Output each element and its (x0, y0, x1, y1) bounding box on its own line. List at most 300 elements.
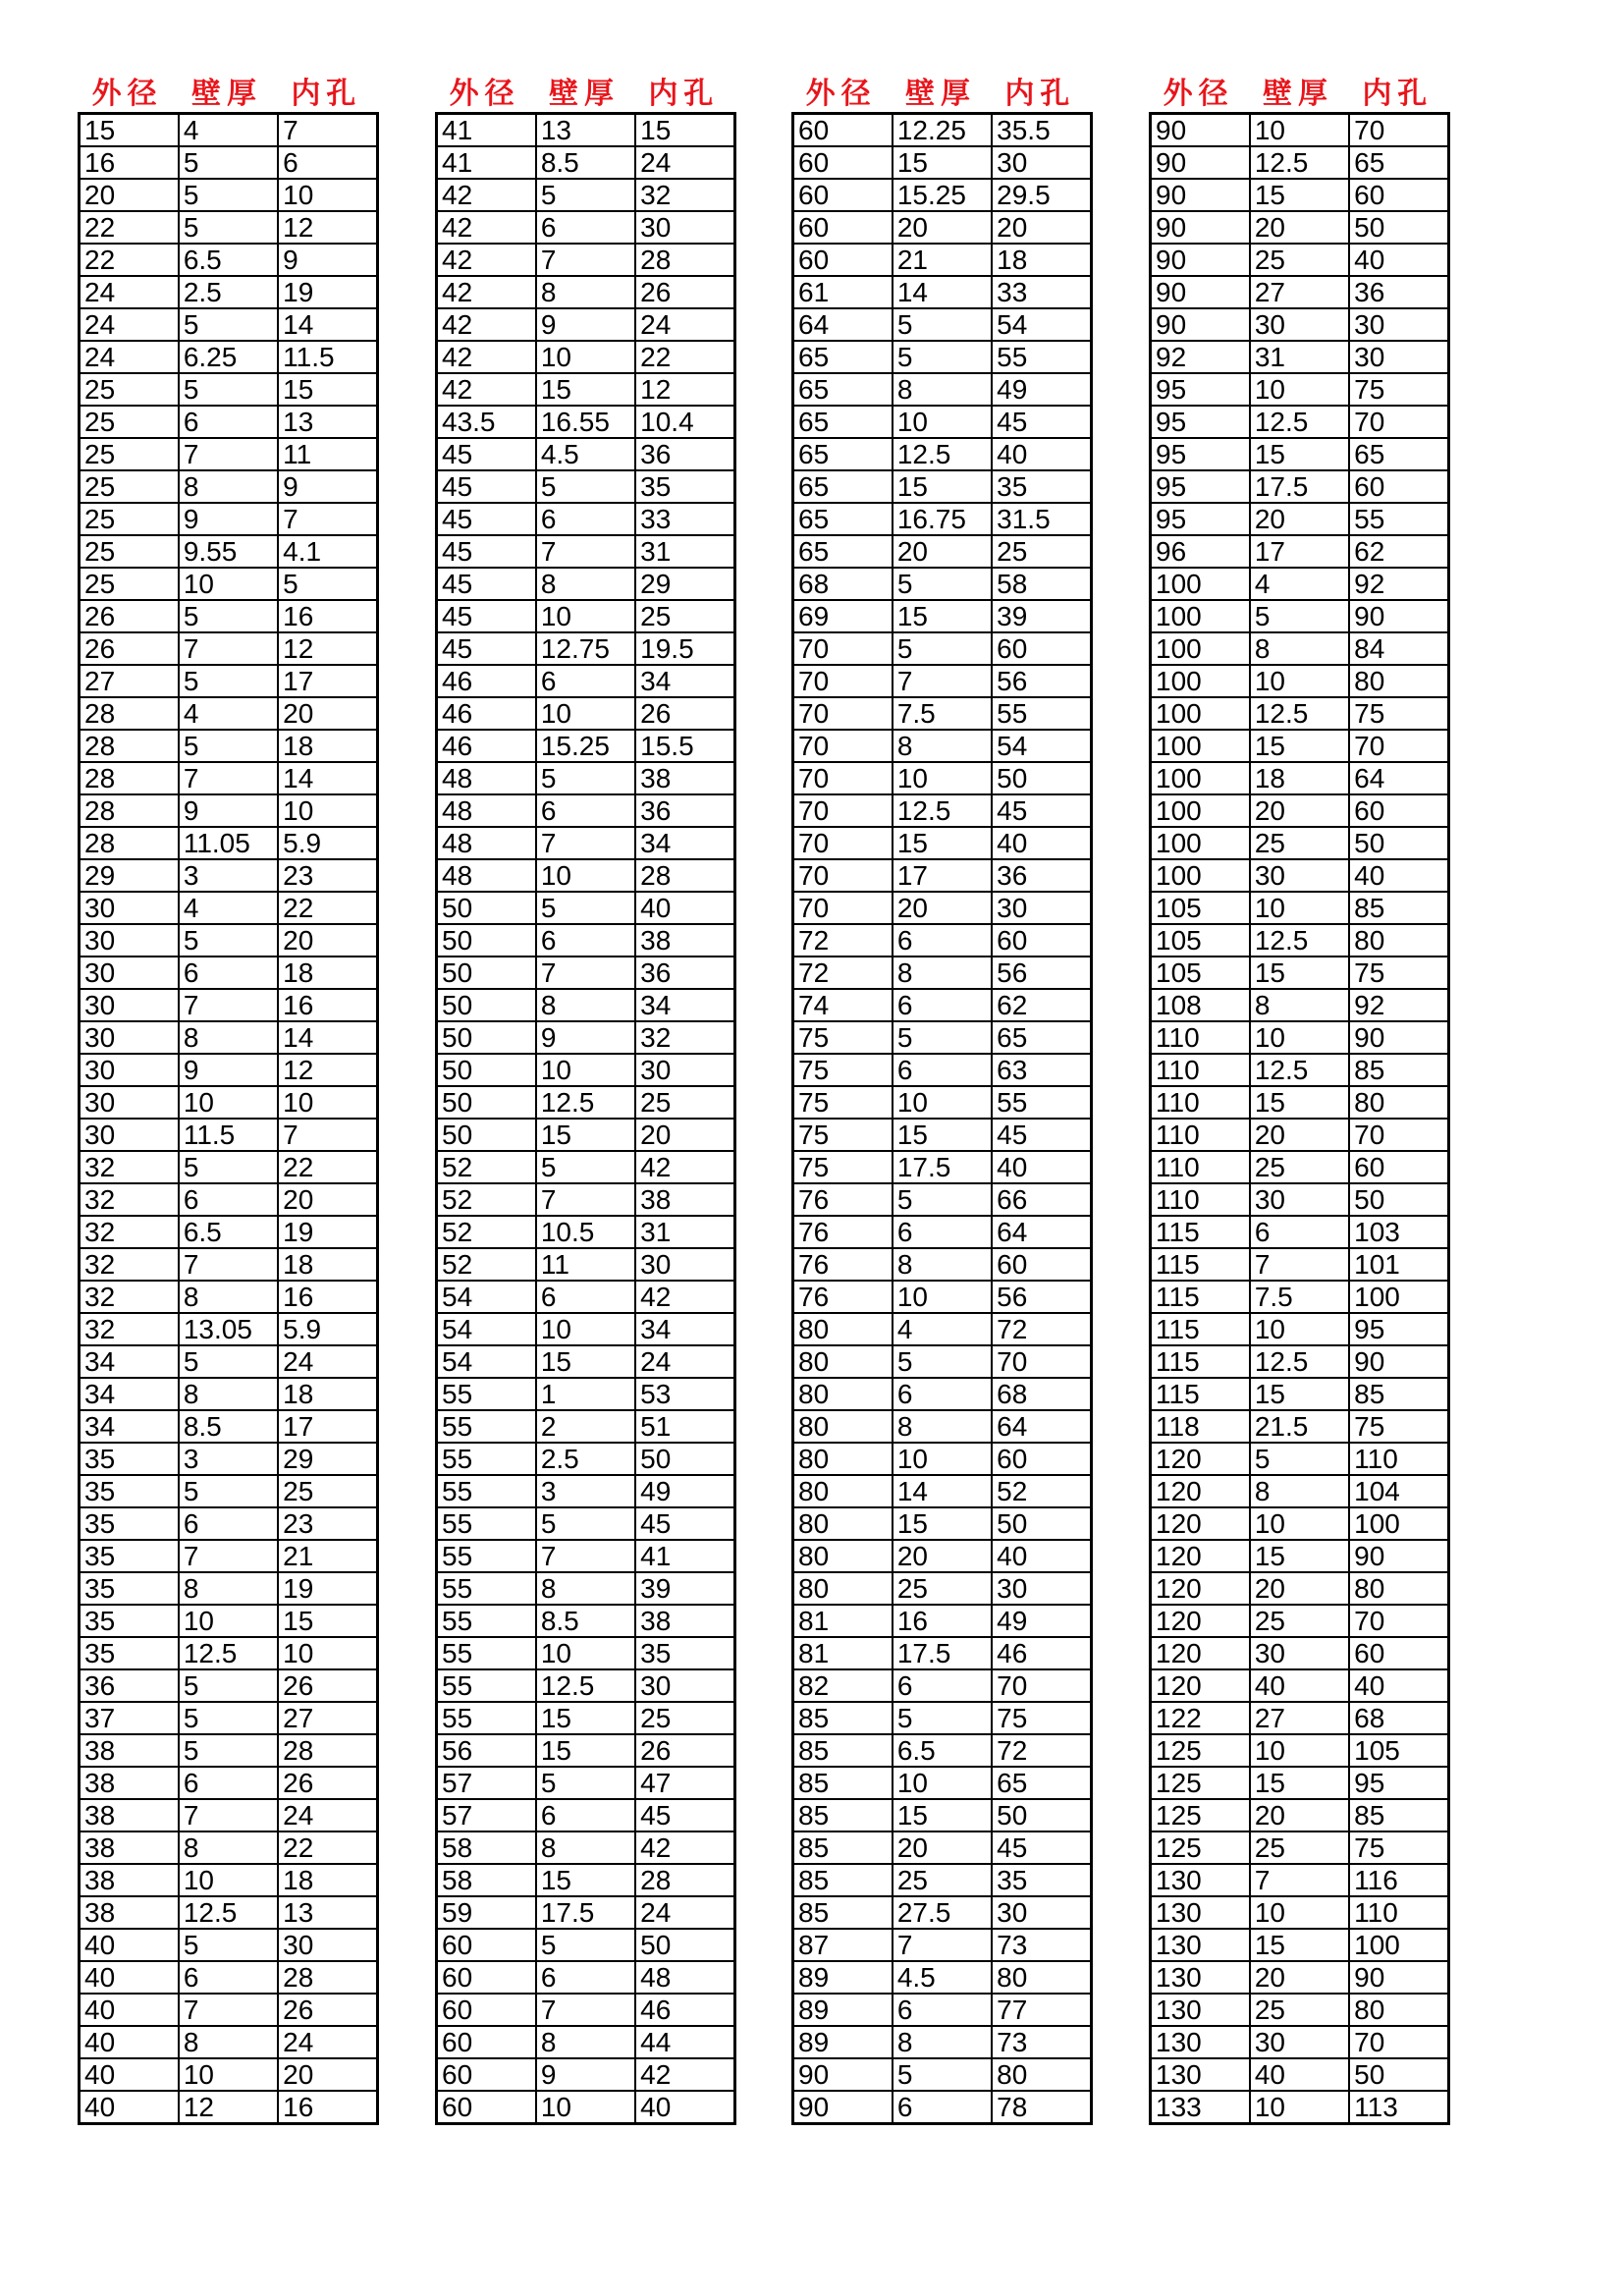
inner-hole-cell: 45 (635, 1507, 734, 1540)
wall-thickness-cell: 6.5 (893, 1734, 992, 1767)
wall-thickness-cell: 10 (536, 697, 635, 730)
inner-hole-cell: 26 (635, 1734, 734, 1767)
wall-thickness-cell: 6 (536, 211, 635, 244)
outer-diameter-cell: 89 (793, 2026, 893, 2058)
table-row (437, 1637, 735, 1669)
inner-hole-cell: 85 (1349, 1378, 1448, 1410)
inner-hole-cell: 18 (278, 1378, 377, 1410)
inner-hole-cell: 70 (1349, 114, 1448, 147)
table-row (437, 1443, 735, 1475)
outer-diameter-cell: 85 (793, 1864, 893, 1896)
outer-diameter-cell: 120 (1151, 1572, 1250, 1605)
outer-diameter-cell: 22 (80, 244, 179, 276)
inner-hole-cell: 32 (635, 1021, 734, 1054)
table-row (1151, 470, 1449, 503)
inner-hole-cell: 36 (1349, 276, 1448, 308)
outer-diameter-cell: 68 (793, 568, 893, 600)
table-header (435, 77, 733, 112)
table-block-3 (791, 77, 1090, 2125)
outer-diameter-cell: 55 (437, 1669, 536, 1702)
outer-diameter-cell: 25 (80, 438, 179, 470)
wall-thickness-cell: 15 (893, 1119, 992, 1151)
outer-diameter-cell: 120 (1151, 1507, 1250, 1540)
inner-hole-cell: 60 (992, 924, 1091, 957)
outer-diameter-cell: 120 (1151, 1637, 1250, 1669)
inner-hole-cell: 55 (992, 1086, 1091, 1119)
outer-diameter-cell: 30 (80, 892, 179, 924)
table-row (437, 632, 735, 665)
inner-hole-cell: 52 (992, 1475, 1091, 1507)
inner-hole-cell: 64 (992, 1216, 1091, 1248)
inner-hole-cell: 48 (635, 1961, 734, 1994)
wall-thickness-cell: 7 (893, 1929, 992, 1961)
outer-diameter-cell: 61 (793, 276, 893, 308)
wall-thickness-cell: 4 (1250, 568, 1349, 600)
inner-hole-cell: 36 (635, 438, 734, 470)
wall-thickness-cell: 25 (1250, 827, 1349, 859)
inner-hole-cell: 80 (1349, 924, 1448, 957)
outer-diameter-cell: 90 (1151, 211, 1250, 244)
table-row (793, 1151, 1092, 1183)
wall-thickness-cell: 5 (893, 308, 992, 341)
inner-hole-cell: 19 (278, 276, 377, 308)
table-row (793, 762, 1092, 794)
wall-thickness-cell: 30 (1250, 2026, 1349, 2058)
outer-diameter-cell: 75 (793, 1086, 893, 1119)
outer-diameter-cell: 48 (437, 859, 536, 892)
table-row (80, 1799, 378, 1831)
inner-hole-cell: 50 (1349, 2058, 1448, 2091)
outer-diameter-cell: 130 (1151, 2058, 1250, 2091)
inner-hole-cell: 90 (1349, 1345, 1448, 1378)
outer-diameter-cell: 25 (80, 503, 179, 535)
inner-hole-cell: 70 (992, 1669, 1091, 1702)
wall-thickness-cell: 4 (179, 892, 278, 924)
inner-hole-cell: 105 (1349, 1734, 1448, 1767)
outer-diameter-cell: 45 (437, 470, 536, 503)
inner-hole-cell: 49 (992, 373, 1091, 406)
outer-diameter-cell: 28 (80, 697, 179, 730)
outer-diameter-cell: 95 (1151, 503, 1250, 535)
outer-diameter-cell: 35 (80, 1443, 179, 1475)
wall-thickness-cell: 10 (536, 1313, 635, 1345)
outer-diameter-cell: 105 (1151, 957, 1250, 989)
wall-thickness-cell: 8 (536, 276, 635, 308)
table-row (80, 794, 378, 827)
wall-thickness-cell: 5 (536, 762, 635, 794)
table-row (437, 892, 735, 924)
outer-diameter-cell: 35 (80, 1605, 179, 1637)
inner-hole-cell: 29 (278, 1443, 377, 1475)
outer-diameter-cell: 60 (793, 146, 893, 179)
wall-thickness-cell: 9 (536, 2058, 635, 2091)
table-row (1151, 1507, 1449, 1540)
inner-hole-cell: 35 (992, 470, 1091, 503)
wall-thickness-cell: 6 (179, 1183, 278, 1216)
inner-hole-cell: 116 (1349, 1864, 1448, 1896)
table-row (793, 1605, 1092, 1637)
inner-hole-cell: 34 (635, 1313, 734, 1345)
wall-thickness-cell: 17.5 (536, 1896, 635, 1929)
wall-thickness-cell: 9.55 (179, 535, 278, 568)
inner-hole-cell: 56 (992, 665, 1091, 697)
wall-thickness-cell: 10 (179, 1605, 278, 1637)
table-row (437, 2091, 735, 2124)
inner-hole-cell: 65 (992, 1021, 1091, 1054)
table-row (793, 406, 1092, 438)
wall-thickness-cell: 10 (1250, 1896, 1349, 1929)
wall-thickness-cell: 9 (536, 1021, 635, 1054)
wall-thickness-cell: 5 (893, 632, 992, 665)
outer-diameter-cell: 90 (1151, 146, 1250, 179)
outer-diameter-cell: 85 (793, 1799, 893, 1831)
table-row (80, 1929, 378, 1961)
wall-thickness-cell: 9 (536, 308, 635, 341)
wall-thickness-cell: 20 (1250, 1799, 1349, 1831)
outer-diameter-cell: 125 (1151, 1734, 1250, 1767)
wall-thickness-cell: 7 (179, 1540, 278, 1572)
inner-hole-cell: 17 (278, 665, 377, 697)
wall-thickness-cell: 10 (536, 859, 635, 892)
outer-diameter-cell: 115 (1151, 1378, 1250, 1410)
inner-hole-cell: 15 (635, 114, 734, 147)
inner-hole-cell: 49 (635, 1475, 734, 1507)
outer-diameter-cell: 24 (80, 341, 179, 373)
inner-hole-cell: 42 (635, 1151, 734, 1183)
outer-diameter-cell: 75 (793, 1054, 893, 1086)
table-row (437, 1248, 735, 1281)
outer-diameter-cell: 54 (437, 1281, 536, 1313)
inner-hole-cell: 34 (635, 827, 734, 859)
outer-diameter-cell: 30 (80, 1119, 179, 1151)
inner-hole-cell: 19 (278, 1572, 377, 1605)
outer-diameter-cell: 20 (80, 179, 179, 211)
table-row (437, 179, 735, 211)
table-row (1151, 1475, 1449, 1507)
wall-thickness-cell: 27 (1250, 1702, 1349, 1734)
wall-thickness-cell: 1 (536, 1378, 635, 1410)
wall-thickness-cell: 15 (1250, 730, 1349, 762)
table-row (793, 1443, 1092, 1475)
inner-hole-cell: 26 (635, 276, 734, 308)
inner-hole-cell: 75 (1349, 1831, 1448, 1864)
outer-diameter-cell: 76 (793, 1281, 893, 1313)
outer-diameter-cell: 28 (80, 730, 179, 762)
outer-diameter-cell: 76 (793, 1183, 893, 1216)
outer-diameter-cell: 70 (793, 762, 893, 794)
table-row (1151, 2091, 1449, 2124)
inner-hole-cell: 35 (635, 470, 734, 503)
table-row (80, 438, 378, 470)
outer-diameter-cell: 115 (1151, 1216, 1250, 1248)
outer-diameter-cell: 60 (437, 2058, 536, 2091)
wall-thickness-cell: 14 (893, 276, 992, 308)
outer-diameter-cell: 34 (80, 1345, 179, 1378)
table-row (437, 1216, 735, 1248)
header-outer-diameter: 外径 (449, 77, 520, 111)
wall-thickness-cell: 6 (893, 1378, 992, 1410)
inner-hole-cell: 25 (278, 1475, 377, 1507)
wall-thickness-cell: 25 (1250, 1831, 1349, 1864)
outer-diameter-cell: 110 (1151, 1119, 1250, 1151)
inner-hole-cell: 60 (1349, 1637, 1448, 1669)
table-row (437, 568, 735, 600)
outer-diameter-cell: 100 (1151, 762, 1250, 794)
outer-diameter-cell: 35 (80, 1475, 179, 1507)
table-row (793, 600, 1092, 632)
outer-diameter-cell: 90 (793, 2091, 893, 2124)
inner-hole-cell: 65 (1349, 146, 1448, 179)
wall-thickness-cell: 14 (893, 1475, 992, 1507)
inner-hole-cell: 29 (635, 568, 734, 600)
outer-diameter-cell: 46 (437, 730, 536, 762)
table-row (80, 665, 378, 697)
wall-thickness-cell: 5 (893, 341, 992, 373)
table-row (1151, 2026, 1449, 2058)
wall-thickness-cell: 12 (179, 2091, 278, 2124)
inner-hole-cell: 64 (1349, 762, 1448, 794)
outer-diameter-cell: 30 (80, 1021, 179, 1054)
outer-diameter-cell: 55 (437, 1443, 536, 1475)
outer-diameter-cell: 38 (80, 1896, 179, 1929)
table-row (1151, 244, 1449, 276)
inner-hole-cell: 27 (278, 1702, 377, 1734)
inner-hole-cell: 55 (992, 697, 1091, 730)
wall-thickness-cell: 13 (536, 114, 635, 147)
table-row (80, 632, 378, 665)
table-row (80, 1864, 378, 1896)
inner-hole-cell: 16 (278, 989, 377, 1021)
table-row (1151, 794, 1449, 827)
wall-thickness-cell: 5 (179, 1475, 278, 1507)
table-row (1151, 568, 1449, 600)
wall-thickness-cell: 20 (1250, 1961, 1349, 1994)
table-row (793, 697, 1092, 730)
wall-thickness-cell: 15 (1250, 438, 1349, 470)
outer-diameter-cell: 38 (80, 1831, 179, 1864)
table-row (80, 179, 378, 211)
table-row (437, 1183, 735, 1216)
wall-thickness-cell: 30 (1250, 1637, 1349, 1669)
table-row (80, 1540, 378, 1572)
table-row (793, 1248, 1092, 1281)
outer-diameter-cell: 130 (1151, 1864, 1250, 1896)
wall-thickness-cell: 12.5 (1250, 697, 1349, 730)
inner-hole-cell: 72 (992, 1313, 1091, 1345)
outer-diameter-cell: 110 (1151, 1183, 1250, 1216)
wall-thickness-cell: 4.5 (536, 438, 635, 470)
table-row (80, 1410, 378, 1443)
wall-thickness-cell: 4 (893, 1313, 992, 1345)
inner-hole-cell: 75 (1349, 1410, 1448, 1443)
outer-diameter-cell: 105 (1151, 892, 1250, 924)
inner-hole-cell: 14 (278, 762, 377, 794)
wall-thickness-cell: 8.5 (536, 146, 635, 179)
table-row (437, 1831, 735, 1864)
table-row (80, 1345, 378, 1378)
outer-diameter-cell: 89 (793, 1961, 893, 1994)
table-row (793, 146, 1092, 179)
table-row (1151, 276, 1449, 308)
table-row (437, 665, 735, 697)
outer-diameter-cell: 57 (437, 1799, 536, 1831)
outer-diameter-cell: 37 (80, 1702, 179, 1734)
outer-diameter-cell: 89 (793, 1994, 893, 2026)
inner-hole-cell: 13 (278, 1896, 377, 1929)
wall-thickness-cell: 5 (893, 568, 992, 600)
outer-diameter-cell: 115 (1151, 1345, 1250, 1378)
outer-diameter-cell: 60 (793, 114, 893, 147)
inner-hole-cell: 40 (635, 2091, 734, 2124)
inner-hole-cell: 68 (992, 1378, 1091, 1410)
table-row (793, 1929, 1092, 1961)
inner-hole-cell: 5.9 (278, 827, 377, 859)
table-row (80, 276, 378, 308)
outer-diameter-cell: 55 (437, 1702, 536, 1734)
inner-hole-cell: 16 (278, 1281, 377, 1313)
table-row (437, 341, 735, 373)
inner-hole-cell: 92 (1349, 568, 1448, 600)
wall-thickness-cell: 4.5 (893, 1961, 992, 1994)
wall-thickness-cell: 10 (1250, 665, 1349, 697)
wall-thickness-cell: 25 (893, 1572, 992, 1605)
wall-thickness-cell: 15 (1250, 1378, 1349, 1410)
outer-diameter-cell: 70 (793, 794, 893, 827)
outer-diameter-cell: 48 (437, 762, 536, 794)
outer-diameter-cell: 28 (80, 827, 179, 859)
wall-thickness-cell: 5 (179, 146, 278, 179)
outer-diameter-cell: 29 (80, 859, 179, 892)
wall-thickness-cell: 8 (179, 1021, 278, 1054)
wall-thickness-cell: 8 (1250, 632, 1349, 665)
table-row (1151, 1443, 1449, 1475)
table-row (1151, 600, 1449, 632)
outer-diameter-cell: 40 (80, 1929, 179, 1961)
table-row (80, 1054, 378, 1086)
table-row (80, 211, 378, 244)
wall-thickness-cell: 5 (536, 179, 635, 211)
table-row (793, 794, 1092, 827)
wall-thickness-cell: 8 (536, 1831, 635, 1864)
inner-hole-cell: 19.5 (635, 632, 734, 665)
inner-hole-cell: 39 (635, 1572, 734, 1605)
wall-thickness-cell: 7 (179, 1799, 278, 1831)
outer-diameter-cell: 41 (437, 114, 536, 147)
wall-thickness-cell: 10 (1250, 114, 1349, 147)
table-row (437, 373, 735, 406)
outer-diameter-cell: 72 (793, 924, 893, 957)
table-row (80, 1605, 378, 1637)
inner-hole-cell: 7 (278, 503, 377, 535)
inner-hole-cell: 5 (278, 568, 377, 600)
wall-thickness-cell: 5 (536, 1929, 635, 1961)
inner-hole-cell: 56 (992, 1281, 1091, 1313)
wall-thickness-cell: 20 (893, 1831, 992, 1864)
outer-diameter-cell: 28 (80, 762, 179, 794)
wall-thickness-cell: 10 (1250, 892, 1349, 924)
inner-hole-cell: 30 (1349, 341, 1448, 373)
table-row (793, 989, 1092, 1021)
inner-hole-cell: 20 (992, 211, 1091, 244)
inner-hole-cell: 95 (1349, 1767, 1448, 1799)
inner-hole-cell: 75 (1349, 697, 1448, 730)
inner-hole-cell: 14 (278, 1021, 377, 1054)
wall-thickness-cell: 5 (179, 730, 278, 762)
header-outer-diameter: 外径 (91, 77, 163, 111)
outer-diameter-cell: 120 (1151, 1475, 1250, 1507)
inner-hole-cell: 46 (992, 1637, 1091, 1669)
outer-diameter-cell: 35 (80, 1572, 179, 1605)
wall-thickness-cell: 6 (893, 924, 992, 957)
table-row (437, 600, 735, 632)
table-row (793, 859, 1092, 892)
wall-thickness-cell: 17 (893, 859, 992, 892)
table-row (793, 1994, 1092, 2026)
inner-hole-cell: 58 (992, 568, 1091, 600)
inner-hole-cell: 110 (1349, 1896, 1448, 1929)
inner-hole-cell: 75 (1349, 373, 1448, 406)
outer-diameter-cell: 22 (80, 211, 179, 244)
outer-diameter-cell: 25 (80, 373, 179, 406)
outer-diameter-cell: 35 (80, 1540, 179, 1572)
wall-thickness-cell: 10.5 (536, 1216, 635, 1248)
inner-hole-cell: 55 (992, 341, 1091, 373)
outer-diameter-cell: 46 (437, 697, 536, 730)
table-row (437, 1410, 735, 1443)
outer-diameter-cell: 15 (80, 114, 179, 147)
inner-hole-cell: 10 (278, 1086, 377, 1119)
outer-diameter-cell: 130 (1151, 1961, 1250, 1994)
inner-hole-cell: 39 (992, 600, 1091, 632)
table-row (437, 1151, 735, 1183)
inner-hole-cell: 22 (278, 892, 377, 924)
inner-hole-cell: 40 (1349, 859, 1448, 892)
table-row (437, 1086, 735, 1119)
header-inner-hole: 内孔 (648, 77, 720, 111)
table-row (1151, 762, 1449, 794)
table-row (437, 2058, 735, 2091)
table-row (793, 179, 1092, 211)
outer-diameter-cell: 50 (437, 1086, 536, 1119)
outer-diameter-cell: 52 (437, 1216, 536, 1248)
table-row (793, 1702, 1092, 1734)
wall-thickness-cell: 8 (179, 1378, 278, 1410)
outer-diameter-cell: 70 (793, 632, 893, 665)
table-row (80, 1313, 378, 1345)
wall-thickness-cell: 9 (179, 1054, 278, 1086)
inner-hole-cell: 12 (278, 632, 377, 665)
outer-diameter-cell: 82 (793, 1669, 893, 1702)
outer-diameter-cell: 90 (1151, 179, 1250, 211)
table-row (437, 146, 735, 179)
table-row (1151, 211, 1449, 244)
inner-hole-cell: 70 (1349, 1605, 1448, 1637)
outer-diameter-cell: 130 (1151, 2026, 1250, 2058)
outer-diameter-cell: 35 (80, 1507, 179, 1540)
outer-diameter-cell: 110 (1151, 1086, 1250, 1119)
inner-hole-cell: 24 (635, 308, 734, 341)
table-header (1149, 77, 1447, 112)
table-row (80, 827, 378, 859)
wall-thickness-cell: 15 (1250, 957, 1349, 989)
outer-diameter-cell: 55 (437, 1507, 536, 1540)
inner-hole-cell: 9 (278, 244, 377, 276)
header-wall-thickness: 壁厚 (904, 77, 976, 111)
inner-hole-cell: 90 (1349, 1021, 1448, 1054)
outer-diameter-cell: 70 (793, 859, 893, 892)
inner-hole-cell: 90 (1349, 1961, 1448, 1994)
table-row (793, 276, 1092, 308)
